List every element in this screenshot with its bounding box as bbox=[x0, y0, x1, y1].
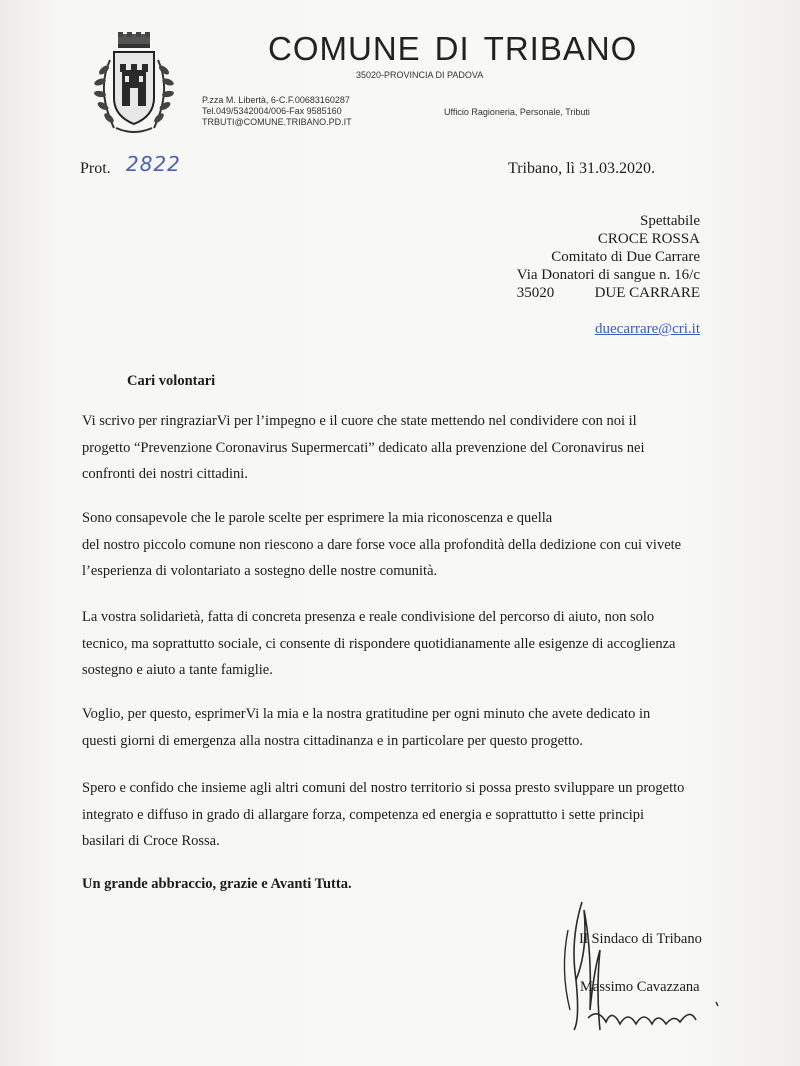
greeting: Cari volontari bbox=[127, 373, 216, 389]
paragraph-line: Vi scrivo per ringraziarVi per l’impegno e il cuore che state mettendo nel condividere con noi il bbox=[82, 413, 637, 429]
signatory-role: Il Sindaco di Tribano bbox=[579, 931, 702, 947]
recipient-cap: 35020 bbox=[516, 285, 555, 301]
address-line: P.zza M. Libertà, 6-C.F.00683160287 bbox=[202, 95, 350, 105]
handwritten-signature-icon bbox=[540, 890, 740, 1040]
paragraph-line: l’esperienza di volontariato a sostegno delle nostre comunità. bbox=[82, 563, 438, 579]
paragraph-1 bbox=[82, 408, 702, 488]
paragraph-line: Sono consapevole che le parole scelte per esprimere la mia riconoscenza e quella bbox=[82, 510, 553, 526]
paragraph-2 bbox=[82, 505, 702, 585]
recipient-email-link[interactable]: duecarrare@cri.it bbox=[595, 321, 700, 337]
title-word-di: DI bbox=[434, 30, 470, 67]
municipality-title bbox=[268, 30, 637, 68]
paragraph-line: basilari di Croce Rossa. bbox=[82, 833, 220, 849]
paragraph-line: La vostra solidarietà, fatta di concreta presenza e reale condivisione del percorso di aiuto, non solo bbox=[82, 609, 655, 625]
protocol-label: Prot. bbox=[80, 160, 111, 177]
provincia-line: 35020-PROVINCIA DI PADOVA bbox=[356, 70, 484, 80]
paragraph-line: integrato e diffuso in grado di allargare forza, competenza ed energia e soprattutto i sette principi bbox=[82, 806, 645, 823]
paragraph-4 bbox=[82, 701, 702, 754]
closing-line: Un grande abbraccio, grazie e Avanti Tutta. bbox=[82, 876, 352, 892]
office-email-line: TRBUTI@COMUNE.TRIBANO.PD.IT bbox=[202, 117, 352, 127]
paragraph-line: Voglio, per questo, esprimerVi la mia e la nostra gratitudine per ogni minuto che avete dedicato in bbox=[82, 706, 651, 722]
paragraph-line: questi giorni di emergenza alla nostra cittadinanza e in particolare per questo progetto. bbox=[82, 732, 584, 749]
office-name: Ufficio Ragioneria, Personale, Tributi bbox=[444, 107, 590, 117]
phone-line: Tel.049/5342004/006-Fax 9585160 bbox=[202, 106, 342, 116]
title-word-comune: COMUNE bbox=[268, 30, 421, 67]
paragraph-line: Spero e confido che insieme agli altri comuni del nostro territorio si possa presto sviluppare un progetto bbox=[82, 780, 685, 796]
municipal-crest-icon bbox=[84, 30, 184, 140]
recipient-organization: CROCE ROSSA bbox=[597, 231, 700, 247]
recipient-salutation: Spettabile bbox=[640, 213, 700, 229]
recipient-block bbox=[517, 212, 700, 302]
recipient-street: Via Donatori di sangue n. 16/c bbox=[516, 267, 700, 283]
protocol-number: 2822 bbox=[126, 152, 181, 176]
paragraph-5 bbox=[82, 775, 702, 855]
paragraph-3 bbox=[82, 604, 702, 684]
paragraph-line: tecnico, ma soprattutto sociale, ci consente di rispondere quotidianamente alle esigenze di accoglienza bbox=[82, 635, 676, 652]
paragraph-line: del nostro piccolo comune non riescono a dare forse voce alla profondità della dedizione con cui vivete bbox=[82, 536, 682, 553]
paragraph-line: sostegno e aiuto a tante famiglie. bbox=[82, 662, 273, 678]
title-word-tribano: TRIBANO bbox=[483, 30, 638, 67]
recipient-committee: Comitato di Due Carrare bbox=[551, 249, 700, 265]
paragraph-line: confronti dei nostri cittadini. bbox=[82, 466, 248, 482]
contact-block bbox=[202, 95, 352, 128]
recipient-cap-city bbox=[517, 284, 700, 302]
place-date: Tribano, lì 31.03.2020. bbox=[508, 160, 655, 177]
paragraph-line: progetto “Prevenzione Coronavirus Supermercati” dedicato alla prevenzione del Coronavirus nei bbox=[82, 439, 645, 456]
recipient-city: DUE CARRARE bbox=[594, 285, 700, 301]
signatory-name: Massimo Cavazzana bbox=[580, 979, 700, 995]
